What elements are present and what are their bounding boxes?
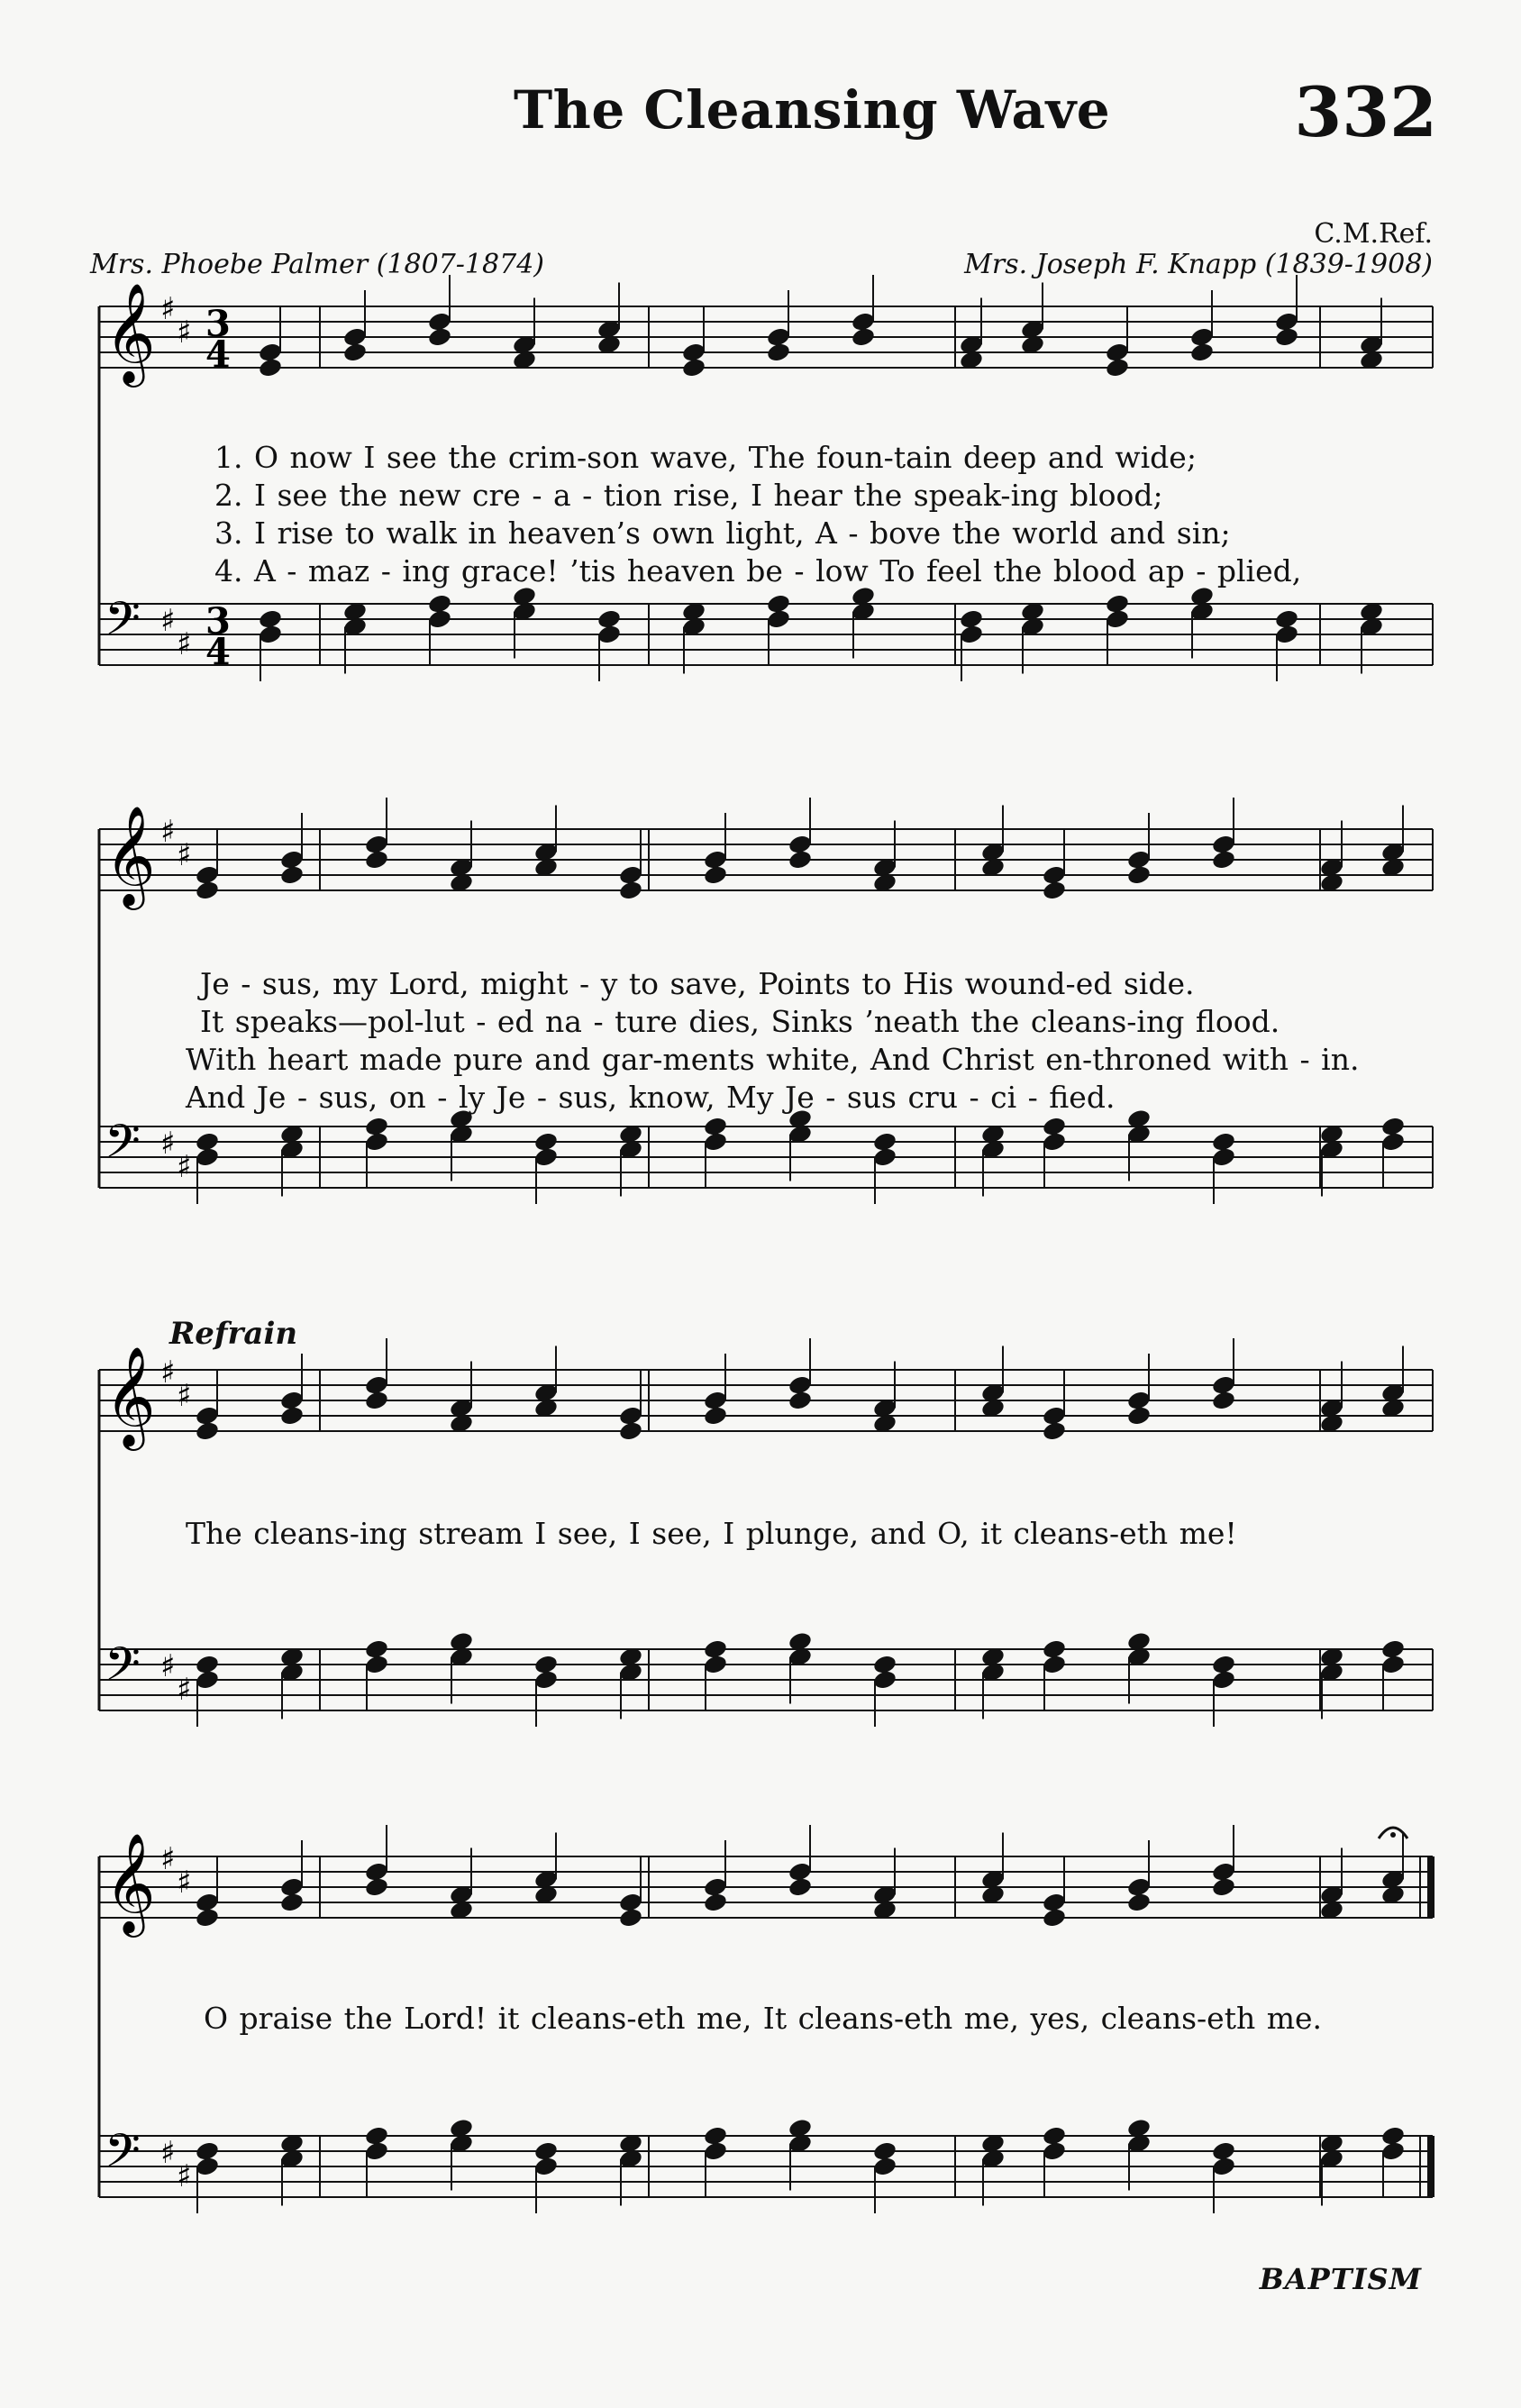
- time-signature-bottom: 4: [205, 631, 231, 673]
- lyric-line: 2. I see the new cre - a - tion rise, I hear the speak-ing blood;: [214, 478, 1163, 513]
- sharp-sign: ♯: [177, 315, 192, 351]
- notehead: [1211, 1876, 1236, 1898]
- notehead: [1042, 1907, 1067, 1929]
- music-system-3: [0, 1334, 1521, 1802]
- lyric-line: With heart made pure and gar-ments white, And Christ en-throned with - in.: [186, 1042, 1360, 1077]
- treble-clef: 𝄞: [105, 1345, 156, 1446]
- notehead: [364, 2140, 389, 2162]
- sharp-sign: ♯: [160, 2135, 176, 2171]
- notehead: [1211, 1146, 1236, 1168]
- sharp-sign: ♯: [177, 837, 192, 873]
- category-label: BAPTISM: [1259, 2262, 1422, 2296]
- notehead: [703, 1405, 728, 1427]
- notehead: [1380, 1654, 1406, 1675]
- sharp-sign: ♯: [177, 1672, 192, 1708]
- notehead: [681, 357, 706, 379]
- notehead: [195, 880, 220, 901]
- notehead: [364, 849, 389, 871]
- sharp-sign: ♯: [177, 626, 192, 662]
- notehead: [618, 1420, 643, 1442]
- notehead: [279, 1405, 305, 1427]
- lyric-line: 1. O now I see the crim-son wave, The foun-tain deep and wide;: [214, 440, 1197, 475]
- notehead: [1380, 2140, 1406, 2162]
- notehead: [1126, 1892, 1152, 1913]
- bass-clef: 𝄢: [105, 1114, 141, 1180]
- notehead: [766, 608, 791, 630]
- sharp-sign: ♯: [177, 1378, 192, 1414]
- notehead: [195, 2156, 220, 2177]
- notehead: [788, 849, 813, 871]
- lyric-line: And Je - sus, on - ly Je - sus, know, My Je - sus cru - ci - fied.: [186, 1080, 1116, 1115]
- lyric-line: 4. A - maz - ing grace! ’tis heaven be - low To feel the blood ap - plied,: [214, 553, 1302, 588]
- time-signature-bottom: 4: [205, 333, 231, 376]
- notehead: [195, 1907, 220, 1929]
- notehead: [872, 2156, 897, 2177]
- notehead: [872, 1146, 897, 1168]
- notehead: [1042, 1654, 1067, 1675]
- sharp-sign: ♯: [160, 291, 176, 327]
- meter-label: C.M.Ref.: [1314, 218, 1433, 250]
- notehead: [703, 1892, 728, 1913]
- notehead: [364, 1131, 389, 1153]
- lyric-line: 3. I rise to walk in heaven’s own light, A - bove the world and sin;: [214, 515, 1231, 551]
- notehead: [258, 624, 283, 645]
- notehead: [959, 624, 984, 645]
- bass-clef: 𝄢: [105, 591, 141, 657]
- notehead: [703, 2140, 728, 2162]
- notehead: [427, 326, 452, 348]
- notehead: [788, 1390, 813, 1411]
- notehead: [1042, 2140, 1067, 2162]
- notehead: [195, 1669, 220, 1691]
- lyric-line: O praise the Lord! it cleans-eth me, It cleans-eth me, yes, cleans-eth me.: [204, 2001, 1323, 2036]
- lyric-line: The cleans-ing stream I see, I see, I plunge, and O, it cleans-eth me!: [186, 1516, 1237, 1551]
- notehead: [851, 326, 876, 348]
- notehead: [279, 1892, 305, 1913]
- lyric-line: It speaks—pol-lut - ed na - ture dies, Sinks ’neath the cleans-ing flood.: [200, 1004, 1280, 1039]
- notehead: [872, 1669, 897, 1691]
- fermata-dot: [1390, 1832, 1396, 1838]
- notehead: [279, 864, 305, 886]
- notehead: [1211, 1390, 1236, 1411]
- notehead: [533, 2156, 559, 2177]
- notehead: [1189, 342, 1215, 363]
- notehead: [1211, 2156, 1236, 2177]
- notehead: [1105, 608, 1130, 630]
- notehead: [703, 864, 728, 886]
- treble-clef: 𝄞: [105, 282, 156, 383]
- notehead: [1274, 326, 1299, 348]
- notehead: [1380, 1131, 1406, 1153]
- notehead: [258, 357, 283, 379]
- bass-clef: 𝄢: [105, 2123, 141, 2189]
- sharp-sign: ♯: [160, 1354, 176, 1391]
- treble-clef: 𝄞: [105, 805, 156, 906]
- time-signature-top: 3: [205, 303, 231, 345]
- time-signature-top: 3: [205, 600, 231, 643]
- sharp-sign: ♯: [177, 1865, 192, 1901]
- sharp-sign: ♯: [160, 1841, 176, 1877]
- notehead: [427, 608, 452, 630]
- notehead: [1042, 1131, 1067, 1153]
- notehead: [1211, 849, 1236, 871]
- sharp-sign: ♯: [160, 814, 176, 850]
- notehead: [364, 1876, 389, 1898]
- sharp-sign: ♯: [177, 2158, 192, 2194]
- notehead: [597, 624, 622, 645]
- music-credit: Mrs. Joseph F. Knapp (1839-1908): [964, 249, 1433, 280]
- notehead: [533, 1669, 559, 1691]
- notehead: [1126, 864, 1152, 886]
- notehead: [364, 1654, 389, 1675]
- lyric-line: Je - sus, my Lord, might - y to save, Points to His wound-ed side.: [200, 966, 1195, 1001]
- notehead: [1274, 624, 1299, 645]
- sharp-sign: ♯: [160, 603, 176, 639]
- notehead: [1042, 880, 1067, 901]
- notehead: [533, 1146, 559, 1168]
- notehead: [195, 1146, 220, 1168]
- sharp-sign: ♯: [160, 1126, 176, 1162]
- notehead: [766, 342, 791, 363]
- notehead: [703, 1131, 728, 1153]
- sharp-sign: ♯: [177, 1149, 192, 1185]
- final-barline: [1427, 2136, 1434, 2197]
- notehead: [703, 1654, 728, 1675]
- notehead: [618, 1907, 643, 1929]
- notehead: [1105, 357, 1130, 379]
- bass-clef: 𝄢: [105, 1637, 141, 1702]
- notehead: [618, 880, 643, 901]
- notehead: [195, 1420, 220, 1442]
- notehead: [1126, 1405, 1152, 1427]
- notehead: [342, 342, 368, 363]
- notehead: [788, 1876, 813, 1898]
- notehead: [1211, 1669, 1236, 1691]
- notehead: [1042, 1420, 1067, 1442]
- music-system-4: [0, 1820, 1521, 2271]
- sharp-sign: ♯: [160, 1648, 176, 1684]
- notehead: [364, 1390, 389, 1411]
- refrain-label: Refrain: [169, 1316, 298, 1352]
- hymn-title: The Cleansing Wave: [514, 79, 1111, 141]
- words-credit: Mrs. Phoebe Palmer (1807-1874): [90, 249, 544, 280]
- hymn-number: 332: [1294, 72, 1437, 152]
- treble-clef: 𝄞: [105, 1832, 156, 1933]
- final-barline: [1427, 1856, 1434, 1918]
